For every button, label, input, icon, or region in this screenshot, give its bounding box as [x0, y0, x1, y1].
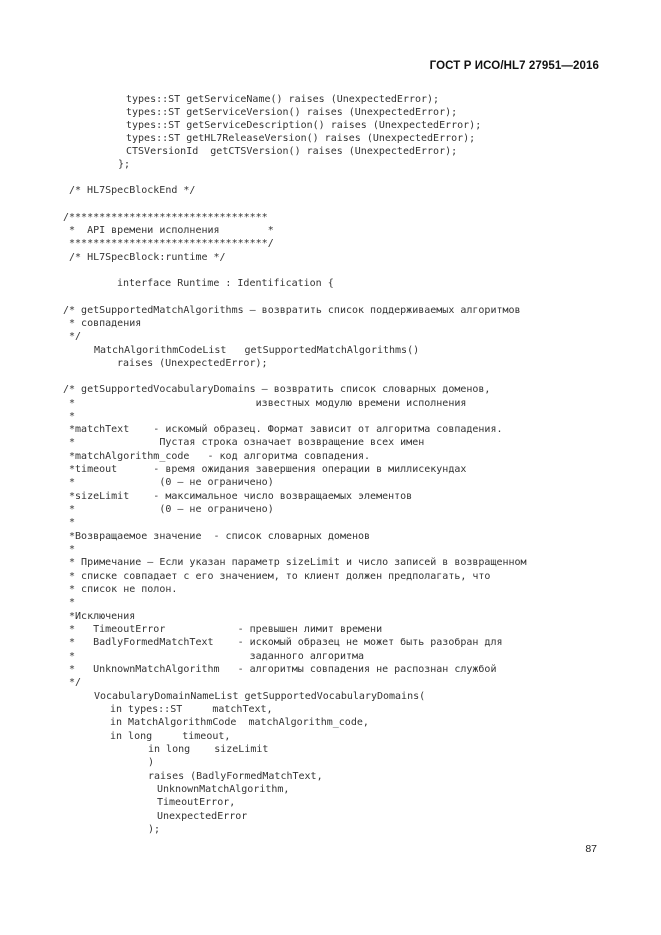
code-line: */ — [63, 677, 82, 688]
code-line: * — [63, 544, 76, 555]
code-line: }; — [118, 159, 131, 170]
code-line: in MatchAlgorithmCode matchAlgorithm_code, — [110, 717, 369, 728]
code-line: TimeoutError, — [157, 797, 236, 808]
code-line: types::ST getHL7ReleaseVersion() raises (UnexpectedError); — [126, 133, 476, 144]
document-header: ГОСТ Р ИСО/HL7 27951—2016 — [429, 60, 599, 72]
code-line: raises (BadlyFormedMatchText, — [148, 771, 323, 782]
code-line: /* HL7SpecBlockEnd */ — [69, 185, 196, 196]
code-line: * BadlyFormedMatchText - искомый образец не может быть разобран для — [63, 637, 503, 648]
code-line: * TimeoutError - превышен лимит времени — [63, 624, 383, 635]
code-line: MatchAlgorithmCodeList getSupportedMatchAlgorithms() — [94, 345, 420, 356]
code-line: * (0 — не ограничено) — [63, 477, 274, 488]
code-line: UnknownMatchAlgorithm, — [157, 784, 290, 795]
code-line: *********************************/ — [63, 238, 274, 249]
code-line: types::ST getServiceDescription() raises (UnexpectedError); — [126, 120, 482, 131]
code-line: in types::ST matchText, — [110, 704, 273, 715]
code-line: ) — [148, 757, 155, 768]
code-line: /* getSupportedVocabularyDomains — возвратить список словарных доменов, — [63, 384, 491, 395]
code-line: * — [63, 411, 76, 422]
code-line: *Возвращаемое значение - список словарных доменов — [63, 531, 371, 542]
code-line: types::ST getServiceVersion() raises (UnexpectedError); — [126, 107, 458, 118]
code-line: *matchAlgorithm_code - код алгоритма совпадения. — [63, 451, 371, 462]
code-line: * Примечание — Если указан параметр sizeLimit и число записей в возвращенном — [63, 557, 527, 568]
code-line: ); — [148, 824, 161, 835]
code-line: UnexpectedError — [157, 811, 248, 822]
code-line: /* HL7SpecBlock:runtime */ — [63, 252, 226, 263]
code-line: * UnknownMatchAlgorithm - алгоритмы совпадения не распознан службой — [63, 664, 497, 675]
code-line: interface Runtime : Identification { — [117, 278, 334, 289]
code-line: *Исключения — [63, 611, 136, 622]
code-line: in long timeout, — [110, 731, 231, 742]
code-line: * совпадения — [63, 318, 142, 329]
code-line: raises (UnexpectedError); — [117, 358, 268, 369]
code-line: * заданного алгоритма — [63, 651, 365, 662]
code-line: * API времени исполнения * — [63, 225, 274, 236]
code-line: * список не полон. — [63, 584, 178, 595]
code-line: VocabularyDomainNameList getSupportedVocabularyDomains( — [94, 691, 426, 702]
code-line: /* getSupportedMatchAlgorithms — возвратить список поддерживаемых алгоритмов — [63, 305, 521, 316]
code-line: * — [63, 517, 76, 528]
code-line: * (0 — не ограничено) — [63, 504, 274, 515]
code-line: * известных модулю времени исполнения — [63, 398, 467, 409]
code-line: */ — [63, 331, 82, 342]
page-number: 87 — [585, 843, 597, 855]
code-line: * списке совпадает с его значением, то клиент должен предполагать, что — [63, 571, 491, 582]
code-line: * — [63, 597, 76, 608]
code-line: *timeout - время ожидания завершения операции в миллисекундах — [63, 464, 467, 475]
code-line: types::ST getServiceName() raises (UnexpectedError); — [126, 94, 440, 105]
code-line: * Пустая строка означает возвращение всех имен — [63, 437, 425, 448]
code-line: in long sizeLimit — [148, 744, 269, 755]
code-line: /********************************* — [63, 212, 268, 223]
code-line: *matchText - искомый образец. Формат зависит от алгоритма совпадения. — [63, 424, 503, 435]
code-line: *sizeLimit - максимальное число возвращаемых элементов — [63, 491, 413, 502]
code-line: CTSVersionId getCTSVersion() raises (UnexpectedError); — [126, 146, 458, 157]
